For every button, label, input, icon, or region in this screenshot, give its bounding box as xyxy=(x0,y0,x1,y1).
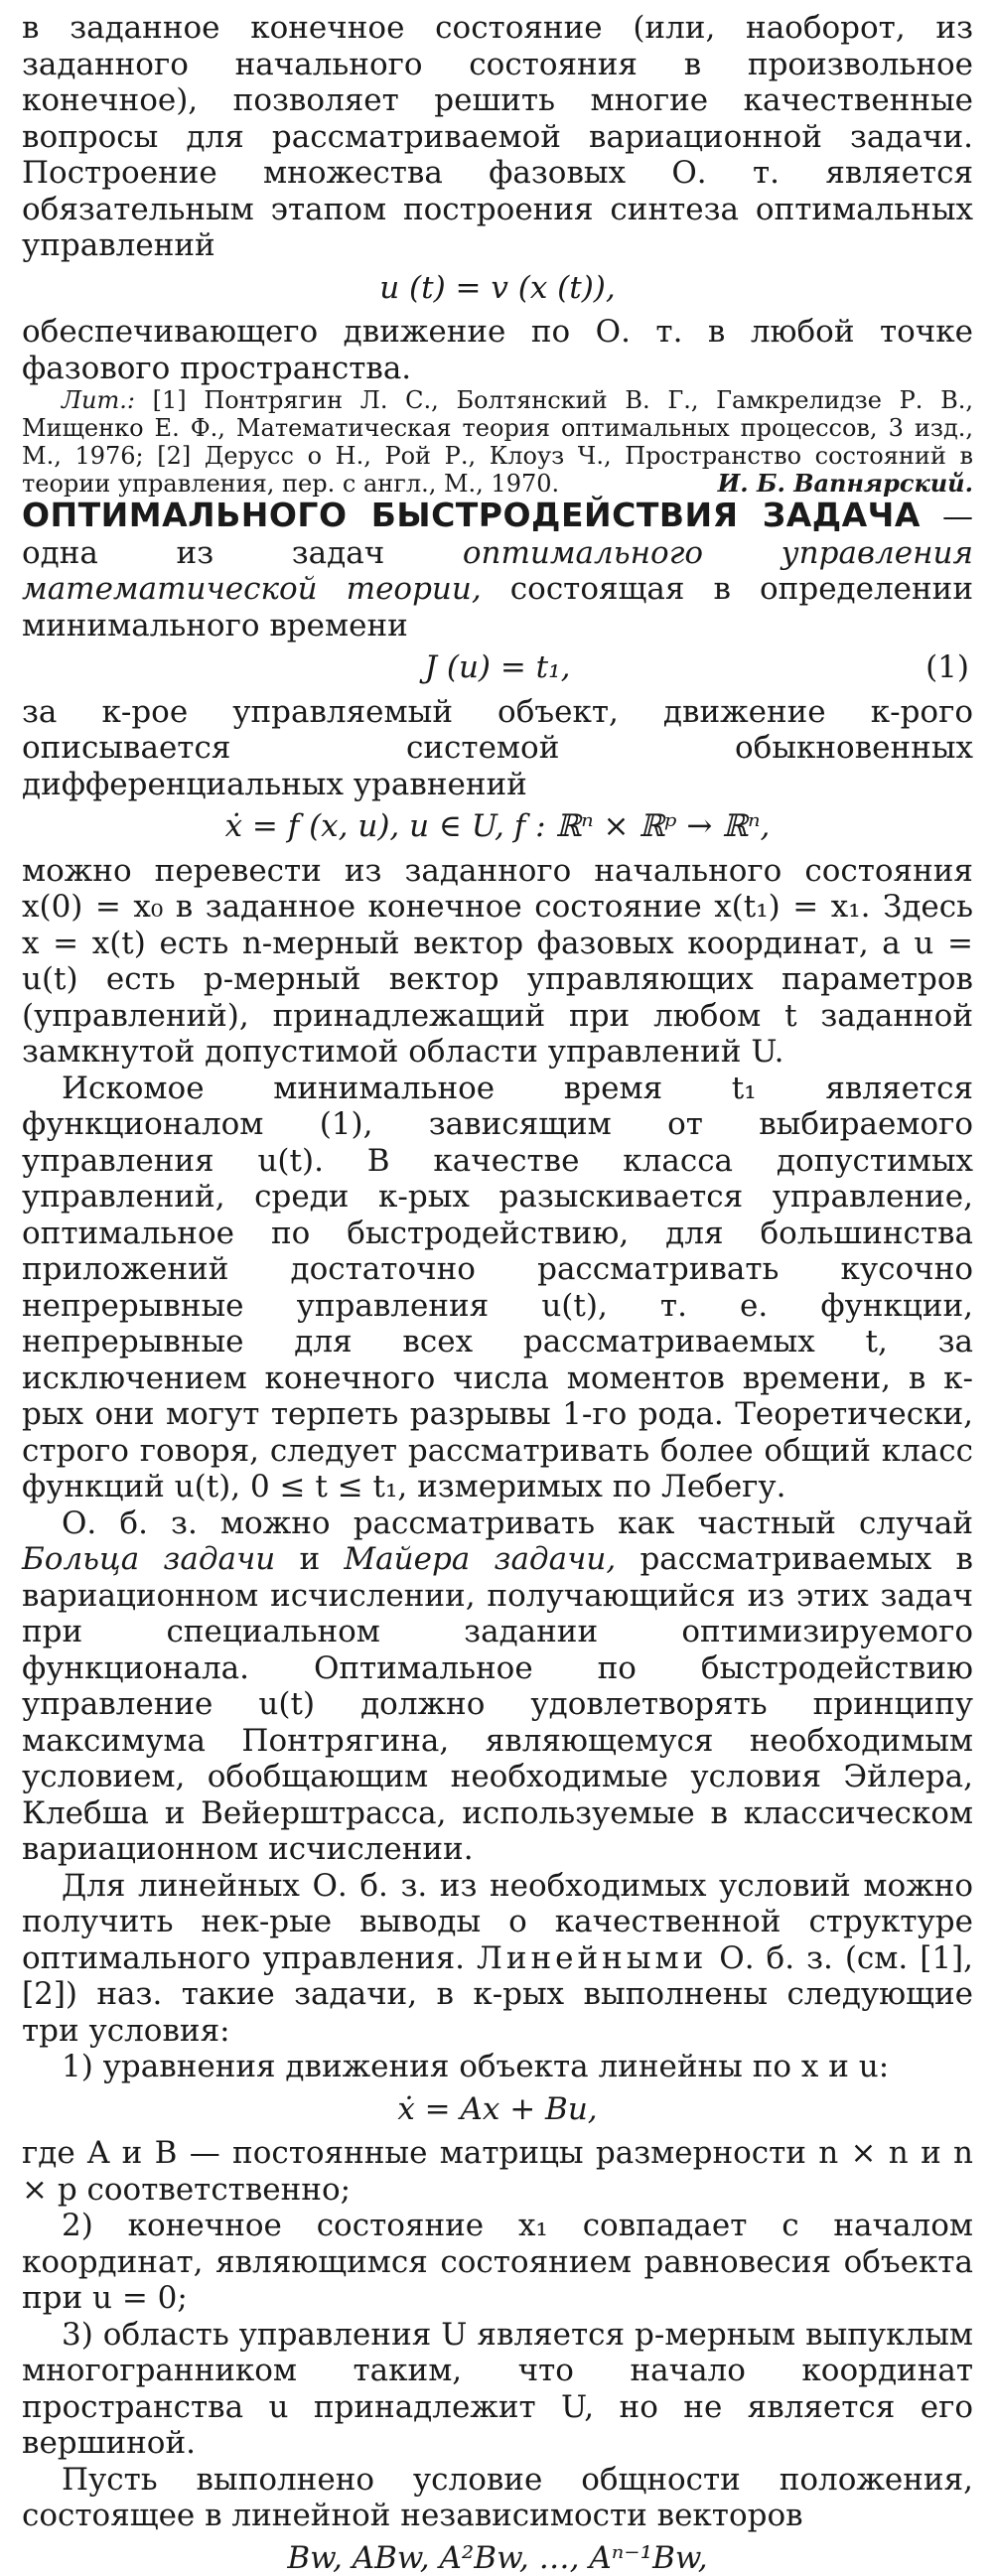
special-case-part-2: и xyxy=(299,1541,320,1577)
paragraph-phase-space: обеспечивающего движение по О. т. в любой точке фазового пространства. xyxy=(22,314,973,386)
linear-spaced-term: Линейными xyxy=(477,1940,707,1976)
paragraph-object: за к-рое управляемый объект, движение к-рого описывается системой обыкновенных дифференциальных уравнений xyxy=(22,694,973,803)
paragraph-matrices: где A и B — постоянные матрицы размерности n × n и n × p соответственно; xyxy=(22,2135,973,2208)
bolza-problem-link: Больца задачи xyxy=(22,1541,275,1577)
formula-min-time-expr: J (u) = t₁, xyxy=(425,649,571,685)
condition-3: 3) область управления U является p-мерным выпуклым многогранником таким, что начало координат пространства u принадлежит U, но не является его вершиной. xyxy=(22,2317,973,2462)
paragraph-transfer: можно перевести из заданного начального состояния x(0) = x₀ в заданное конечное состояние x(t₁) = x₁. Здесь x = x(t) есть n-мерный вектор фазовых координат, а u = u(t) есть p-мерный вектор управляющих параметров (управлений), принадлежащий при любом t заданной замкнутой допустимой области управлений U. xyxy=(22,853,973,1071)
formula-synthesis: u (t) = v (x (t)), xyxy=(22,270,973,307)
article-headword: ОПТИМАЛЬНОГО БЫСТРОДЕЙСТВИЯ ЗАДАЧА xyxy=(22,496,921,534)
special-case-part-3: рассматриваемых в вариационном исчислении, получающийся из этих задач при специальном задании оптимизируемого функционала. Оптимальное по быстродействию управление u(t) должно удовлетворять принципу максимума Понтрягина, являющемуся необходимым условием, обобщающим необходимые условия Эйлера, Клебша и Вейерштрасса, используемые в классическом вариационном исчислении. xyxy=(22,1541,973,1867)
condition-2: 2) конечное состояние x₁ совпадает с началом координат, являющимся состоянием равновесия объекта при u = 0; xyxy=(22,2208,973,2317)
special-case-part-1: О. б. з. можно рассматривать как частный случай xyxy=(62,1505,973,1541)
article-intro xyxy=(22,498,973,644)
paragraph-general-position: Пусть выполнено условие общности положения, состоящее в линейной независимости векторов xyxy=(22,2462,973,2534)
linear-part-2: О. б. з. (см. [1], [2]) наз. такие задачи, в к-рых выполнены следующие три условия: xyxy=(22,1940,973,2049)
literature-block xyxy=(22,386,973,498)
formula-vectors: Bw, ABw, A²Bw, …, Aⁿ⁻¹Bw, xyxy=(22,2540,973,2576)
article-intro-italic: оптимального управления математической теории, xyxy=(22,535,973,608)
literature-label: Лит.: xyxy=(62,386,135,414)
formula-min-time xyxy=(22,649,973,686)
paragraph-functional: Искомое минимальное время t₁ является функционалом (1), зависящим от выбираемого управления u(t). В качестве класса допустимых управлений, среди к-рых разыскивается управление, оптимальное по быстродействию, для большинства приложений достаточно рассматривать кусочно непрерывные управления u(t), т. е. функции, непрерывные для всех рассматриваемых t, за исключением конечного числа моментов времени, в к-рых они могут терпеть разрывы 1-го рода. Теоретически, строго говоря, следует рассматривать более общий класс функций u(t), 0 ≤ t ≤ t₁, измеримых по Лебегу. xyxy=(22,1071,973,1505)
paragraph-intro: в заданное конечное состояние (или, наоборот, из заданного начального состояния в произвольное конечное), позволяет решить многие качественные вопросы для рассматриваемой вариационной задачи. Построение множества фазовых О. т. является обязательным этапом построения синтеза оптимальных управлений xyxy=(22,10,973,264)
linear-part-1: Для линейных О. б. з. из необходимых условий можно получить нек-рые выводы о качественной структуре оптимального управления. xyxy=(22,1868,973,1976)
equation-number: (1) xyxy=(925,649,969,686)
paragraph-linear xyxy=(22,1868,973,2050)
formula-system: ẋ = f (x, u), u ∈ U, f : ℝⁿ × ℝᵖ → ℝⁿ, xyxy=(22,808,973,845)
literature-text: [1] Понтрягин Л. С., Болтянский В. Г., Гамкрелидзе Р. В., Мищенко Е. Ф., Математическая теория оптимальных процессов, 3 изд., М., 1976; [2] Дерусс о Н., Рой Р., Клоуз Ч., Пространство состояний в теории управления, пер. с англ., М., 1970. xyxy=(22,386,973,498)
condition-1: 1) уравнения движения объекта линейны по x и u: xyxy=(22,2049,973,2085)
article-intro-part-1: — одна из задач xyxy=(22,499,973,571)
mayer-problem-link: Майера задачи, xyxy=(344,1541,616,1577)
formula-linear-system: ẋ = Ax + Bu, xyxy=(22,2091,973,2128)
literature-author: И. Б. Вапнярский. xyxy=(678,470,973,498)
article-intro-part-2: состоящая в определении минимального времени xyxy=(22,571,973,644)
paragraph-special-case xyxy=(22,1505,973,1868)
